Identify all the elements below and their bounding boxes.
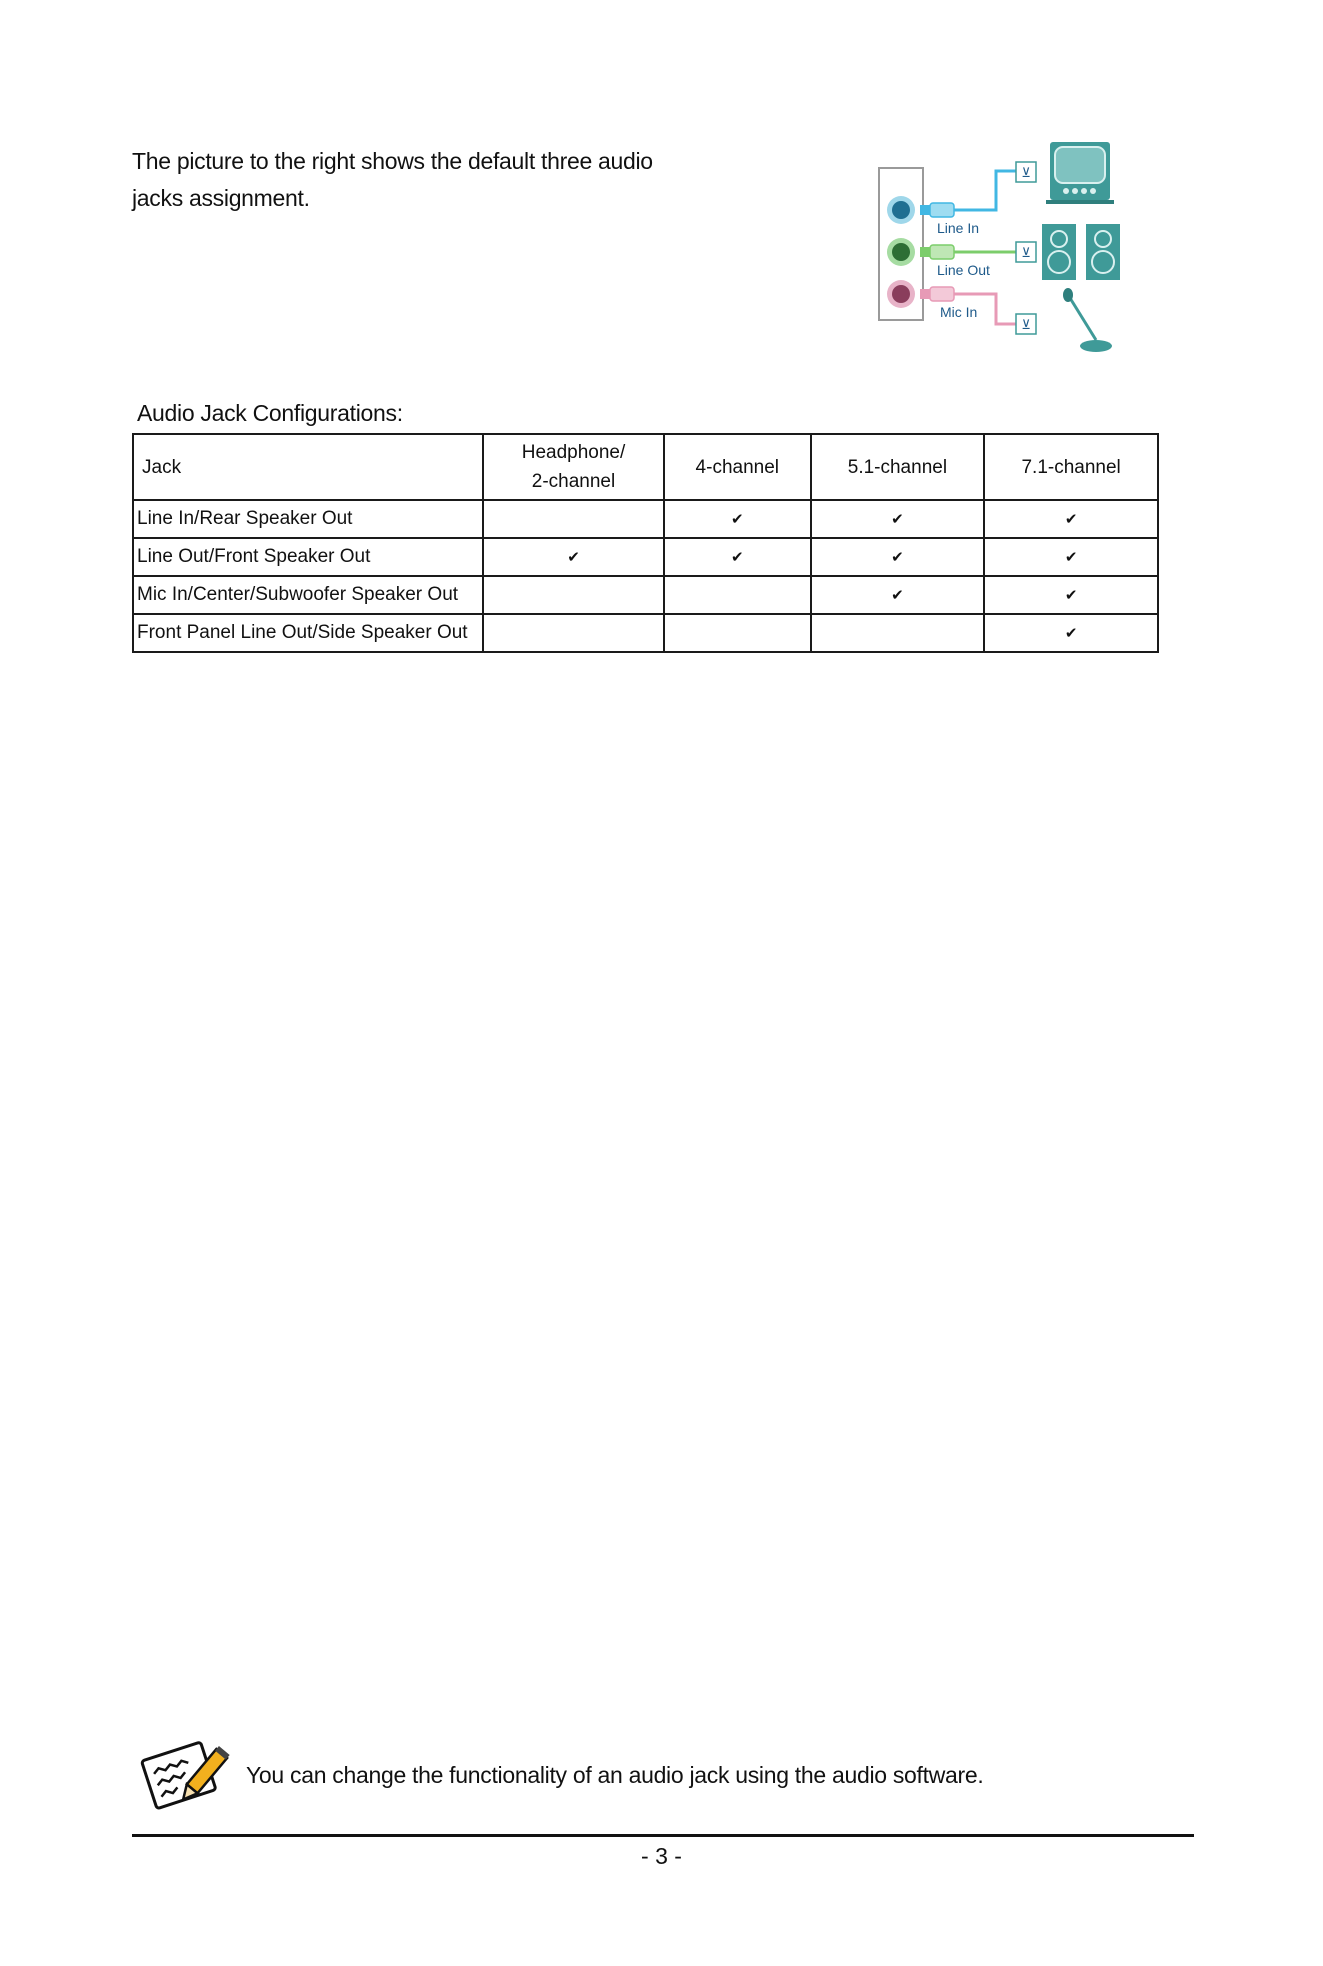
row-label: Front Panel Line Out/Side Speaker Out (133, 614, 483, 652)
check-cell: ✔ (811, 538, 985, 576)
check-cell: ✔ (984, 614, 1158, 652)
row-label: Line In/Rear Speaker Out (133, 500, 483, 538)
intro-line-2: jacks assignment. (132, 185, 310, 211)
note-pencil-icon (140, 1736, 230, 1816)
header-headphone-line-1: Headphone/ (521, 442, 626, 463)
table-row (133, 500, 1158, 538)
check-cell (483, 500, 664, 538)
header-4-channel: 4-channel (664, 434, 811, 500)
check-cell: ✔ (664, 500, 811, 538)
header-headphone (483, 434, 664, 500)
intro-paragraph (132, 143, 672, 217)
table-row (133, 538, 1158, 576)
check-cell: ✔ (483, 538, 664, 576)
mic-in-jack-icon (887, 280, 915, 308)
header-jack: Jack (133, 434, 483, 500)
tip-text: You can change the functionality of an audio jack using the audio software. (246, 1762, 984, 1788)
table-row (133, 576, 1158, 614)
header-5-1-channel: 5.1-channel (811, 434, 985, 500)
speakers-icon (1042, 224, 1120, 280)
table-row (133, 614, 1158, 652)
intro-line-1: The picture to the right shows the default three audio (132, 148, 653, 174)
table-header-row (133, 434, 1158, 500)
header-headphone-line-2: 2-channel (531, 471, 616, 492)
check-cell: ✔ (811, 500, 985, 538)
row-label: Mic In/Center/Subwoofer Speaker Out (133, 576, 483, 614)
check-cell (664, 614, 811, 652)
line-in-jack-icon (887, 196, 915, 224)
connector-icon (1016, 314, 1036, 334)
svg-text:⊻: ⊻ (1021, 166, 1031, 181)
check-cell (664, 576, 811, 614)
audio-jack-diagram (870, 138, 1150, 360)
row-label: Line Out/Front Speaker Out (133, 538, 483, 576)
header-7-1-channel: 7.1-channel (984, 434, 1158, 500)
line-out-cable (920, 245, 1016, 259)
line-in-cable (920, 171, 1016, 217)
microphone-icon (1063, 288, 1112, 352)
check-cell: ✔ (984, 500, 1158, 538)
line-in-label: Line In (937, 220, 980, 236)
connector-icon (1016, 242, 1036, 262)
check-cell: ✔ (664, 538, 811, 576)
check-cell: ✔ (811, 576, 985, 614)
check-cell (811, 614, 985, 652)
footer-rule (132, 1834, 1194, 1837)
svg-text:⊻: ⊻ (1021, 318, 1031, 333)
mic-in-label: Mic In (940, 304, 978, 320)
check-cell (483, 576, 664, 614)
check-cell: ✔ (984, 576, 1158, 614)
config-title: Audio Jack Configurations: (137, 400, 403, 426)
page-number: - 3 - (641, 1843, 682, 1869)
amplifier-icon (1046, 142, 1114, 204)
check-cell (483, 614, 664, 652)
connector-icon (1016, 162, 1036, 182)
line-out-label: Line Out (937, 262, 990, 278)
svg-text:⊻: ⊻ (1021, 246, 1031, 261)
audio-jack-config-table (132, 433, 1159, 653)
line-out-jack-icon (887, 238, 915, 266)
check-cell: ✔ (984, 538, 1158, 576)
